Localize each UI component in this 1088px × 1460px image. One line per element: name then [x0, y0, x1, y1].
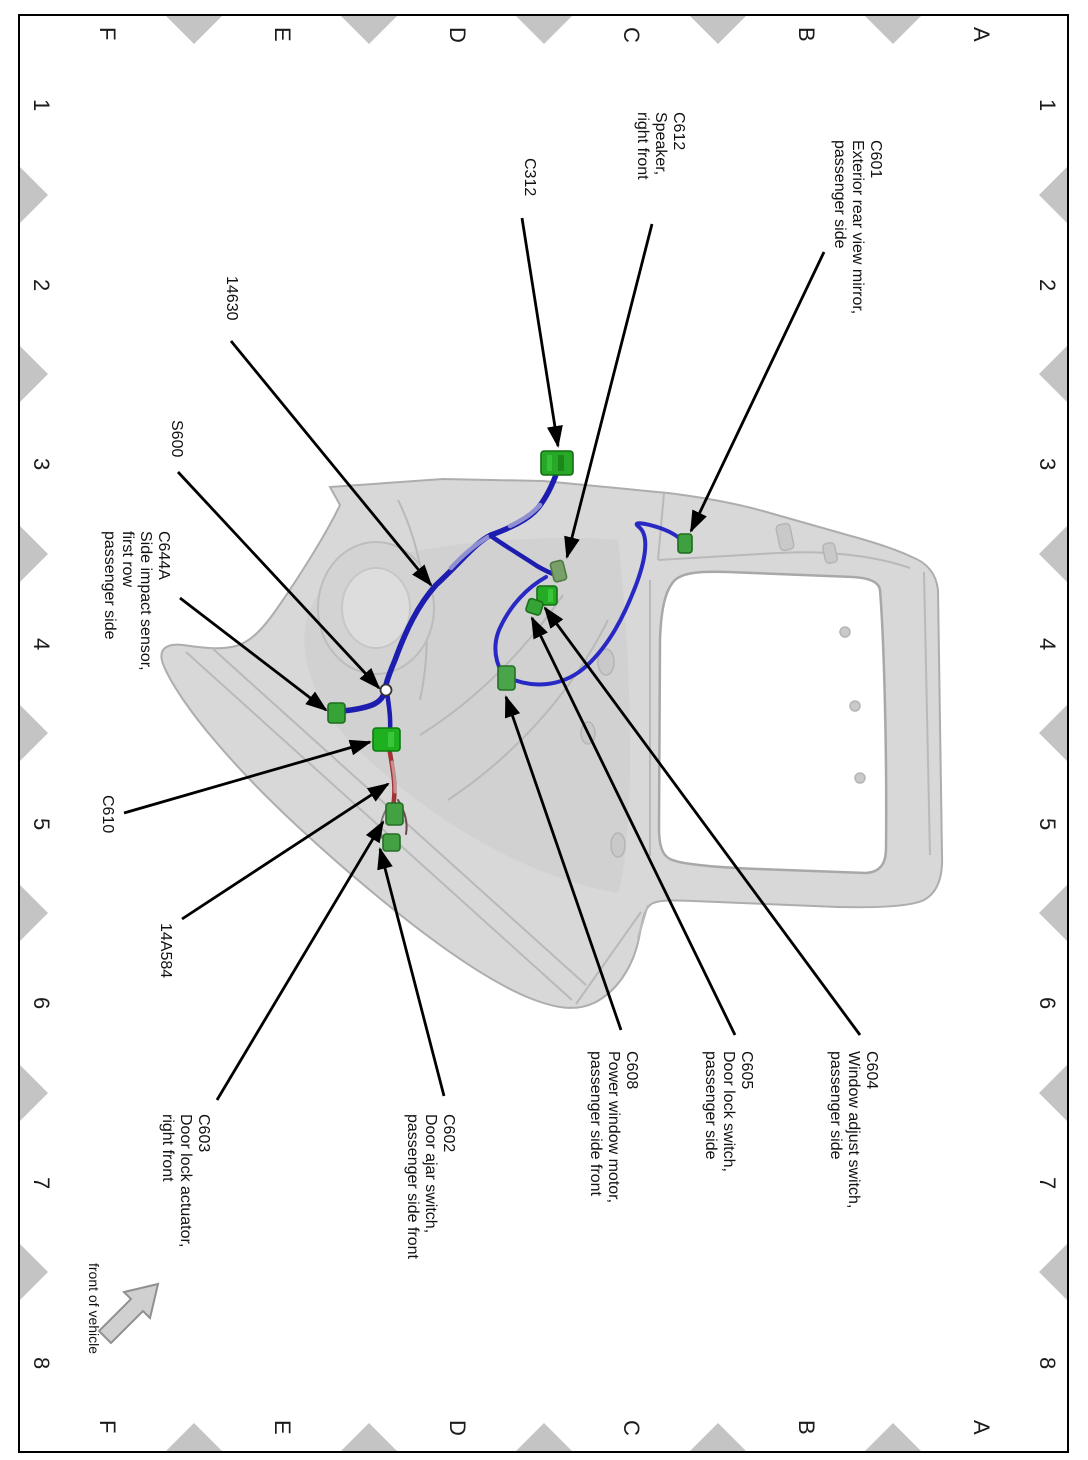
grid-letter-left-b: B: [794, 27, 819, 42]
grid-number-bottom-2: 2: [29, 279, 54, 292]
label-c312-line1: C312: [521, 158, 538, 197]
label-c312: [520, 158, 538, 196]
label-c644a-line1: C644A: [155, 531, 172, 580]
label-c644a-line4: passenger side: [101, 531, 118, 640]
grid-number-top-2: 2: [1035, 279, 1060, 292]
label-c601-line3: passenger side: [831, 140, 848, 249]
label-c644a-line3: first row: [119, 531, 136, 587]
front-of-vehicle-arrow-icon: [99, 1284, 158, 1343]
label-c602-line2: Door ajar switch,: [422, 1114, 439, 1234]
grid-letter-right-a: A: [969, 1420, 994, 1435]
window-opening: [659, 572, 886, 873]
label-14a584-line1: 14A584: [157, 923, 174, 979]
connector-c601: [678, 534, 692, 553]
label-c612-line1: C612: [670, 112, 687, 151]
door-panel-illustration: [161, 479, 942, 1008]
grid-number-bottom-4: 4: [29, 638, 54, 651]
grid-letter-left-c: C: [619, 27, 644, 43]
label-s600-line1: S600: [168, 420, 185, 458]
label-c602-line1: C602: [440, 1114, 457, 1153]
arrow-c603: [217, 822, 383, 1100]
label-c608: [586, 1051, 640, 1203]
grid-letter-right-d: D: [445, 1420, 470, 1436]
label-c603: [158, 1114, 212, 1247]
front-of-vehicle-label: front of vehicle: [86, 1263, 102, 1355]
label-c605-line3: passenger side: [702, 1051, 719, 1160]
connector-c602: [383, 834, 400, 851]
grid-number-bottom-6: 6: [29, 997, 54, 1010]
label-c644a-line2: Side impact sensor,: [137, 531, 154, 671]
label-c610-line1: C610: [99, 795, 116, 834]
grid-letter-left-f: F: [95, 27, 120, 41]
label-c604-line1: C604: [863, 1051, 880, 1090]
grid-letter-right-e: E: [270, 1420, 295, 1435]
label-c610: [98, 795, 116, 833]
label-c612: [633, 112, 687, 180]
speaker-boss-inner: [342, 568, 410, 648]
grid-number-top-8: 8: [1035, 1357, 1060, 1370]
label-c601: [830, 140, 884, 314]
label-c601-line1: C601: [867, 140, 884, 179]
connector-c610: [373, 728, 400, 751]
label-c604-line2: Window adjust switch,: [845, 1051, 862, 1209]
grid-number-bottom-1: 1: [29, 99, 54, 112]
label-c605-line1: C605: [738, 1051, 755, 1090]
grid-letter-left-e: E: [270, 27, 295, 42]
label-c602: [403, 1114, 457, 1259]
grid-number-bottom-7: 7: [29, 1177, 54, 1190]
connector-c603: [386, 803, 403, 825]
grid-letter-right-f: F: [95, 1420, 120, 1434]
grid-number-bottom-5: 5: [29, 818, 54, 831]
label-c608-line3: passenger side front: [587, 1051, 604, 1196]
label-c604-line3: passenger side: [827, 1051, 844, 1160]
label-c612-line3: right front: [634, 112, 651, 180]
grid-letter-right-c: C: [619, 1420, 644, 1436]
label-c612-line2: Speaker,: [652, 112, 669, 176]
grid-number-top-7: 7: [1035, 1177, 1060, 1190]
grid-number-top-6: 6: [1035, 997, 1060, 1010]
label-14630-line1: 14630: [223, 276, 240, 321]
connector-c644a: [328, 703, 345, 723]
label-c603-line2: Door lock actuator,: [177, 1114, 194, 1248]
grid-letter-right-b: B: [794, 1420, 819, 1435]
grid-number-top-3: 3: [1035, 458, 1060, 471]
label-c605: [701, 1051, 755, 1172]
arrow-c601: [691, 252, 824, 531]
label-c604: [826, 1051, 880, 1208]
splice-s600: [381, 685, 392, 696]
label-c603-line3: right front: [159, 1114, 176, 1182]
grid-number-bottom-3: 3: [29, 458, 54, 471]
grid-number-bottom-8: 8: [29, 1357, 54, 1370]
connector-c312: [541, 451, 573, 475]
label-c602-line3: passenger side front: [404, 1114, 421, 1259]
grid-letter-left-a: A: [969, 27, 994, 42]
label-c601-line2: Exterior rear view mirror,: [849, 140, 866, 315]
label-c644a: [100, 531, 172, 671]
arrow-c312: [522, 218, 558, 446]
label-14630: [222, 276, 240, 321]
grid-number-top-1: 1: [1035, 99, 1060, 112]
grid-number-top-5: 5: [1035, 818, 1060, 831]
label-c605-line2: Door lock switch,: [720, 1051, 737, 1172]
grid-number-top-4: 4: [1035, 638, 1060, 651]
connector-c608: [498, 666, 515, 690]
label-c608-line2: Power window motor,: [605, 1051, 622, 1204]
grid-letter-left-d: D: [445, 27, 470, 43]
label-s600: [167, 420, 185, 457]
label-14a584: [156, 923, 174, 978]
label-c603-line1: C603: [195, 1114, 212, 1153]
label-c608-line1: C608: [623, 1051, 640, 1090]
